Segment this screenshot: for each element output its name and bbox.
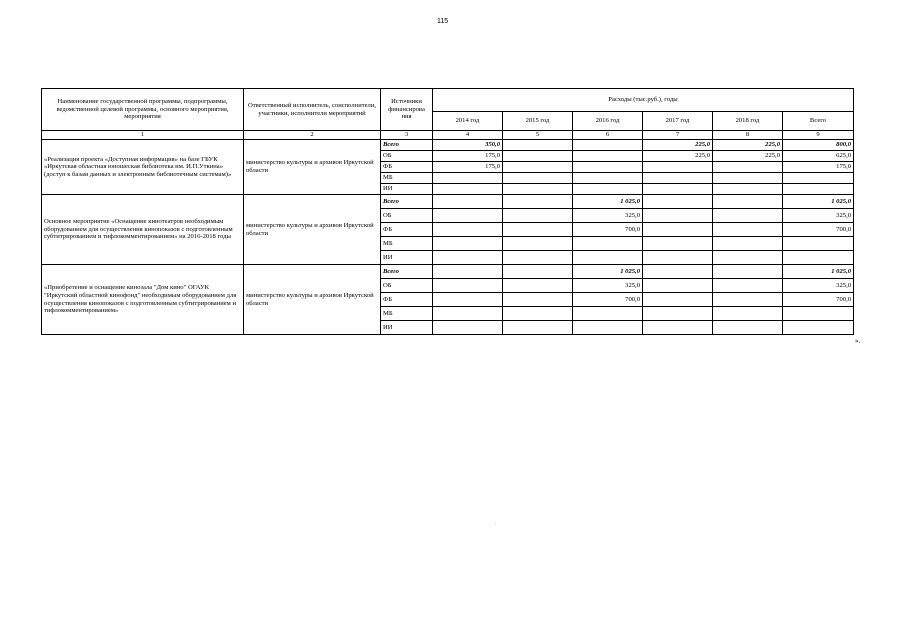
- value-cell: [433, 321, 503, 335]
- column-number: 4: [433, 131, 503, 140]
- header-responsible: Ответственный исполнитель, соисполнители, участники, исполнители мероприятий: [244, 89, 381, 131]
- value-cell: [433, 173, 503, 184]
- value-cell: [433, 307, 503, 321]
- value-cell: [573, 321, 643, 335]
- value-cell: [503, 307, 573, 321]
- source-label: ИИ: [381, 184, 433, 195]
- value-cell: [573, 162, 643, 173]
- value-cell: [573, 251, 643, 265]
- value-cell: [433, 195, 503, 209]
- value-cell: [573, 151, 643, 162]
- column-number: 7: [643, 131, 713, 140]
- column-number: 3: [381, 131, 433, 140]
- value-cell: [643, 195, 713, 209]
- value-cell: [713, 251, 783, 265]
- value-cell: [503, 265, 573, 279]
- value-cell: [573, 140, 643, 151]
- value-cell: 325,0: [573, 209, 643, 223]
- header-year: 2015 год: [503, 112, 573, 131]
- value-cell: [713, 209, 783, 223]
- program-name: Основное мероприятие «Оснащение кинотеатров необходимым оборудованием для осуществления кинопоказов с подготовленным субтитрированием и тифлокомментированием» на 2016-2018 годы: [42, 195, 244, 265]
- table-row: [42, 195, 854, 209]
- source-label: ФБ: [381, 223, 433, 237]
- column-number: 9: [783, 131, 854, 140]
- value-cell: [503, 293, 573, 307]
- source-label: ФБ: [381, 162, 433, 173]
- value-cell: 350,0: [433, 140, 503, 151]
- value-cell: [713, 223, 783, 237]
- value-cell: [643, 321, 713, 335]
- value-cell: [433, 251, 503, 265]
- column-number: 1: [42, 131, 244, 140]
- value-cell: [503, 209, 573, 223]
- value-cell: [433, 279, 503, 293]
- header-total: Всего: [783, 112, 854, 131]
- source-label: ФБ: [381, 293, 433, 307]
- value-cell: [643, 184, 713, 195]
- value-cell: 1 025,0: [573, 195, 643, 209]
- value-cell: [503, 151, 573, 162]
- header-year: 2017 год: [643, 112, 713, 131]
- value-cell: [503, 140, 573, 151]
- column-numbering-row: [42, 131, 854, 140]
- column-number: 6: [573, 131, 643, 140]
- header-year: 2016 год: [573, 112, 643, 131]
- value-cell: [713, 195, 783, 209]
- value-cell: [503, 223, 573, 237]
- source-label: МБ: [381, 307, 433, 321]
- value-cell: [433, 209, 503, 223]
- value-cell: [503, 195, 573, 209]
- header-expenses: Расходы (тыс.руб.), годы: [433, 89, 854, 112]
- program-name: «Реализация проекта «Доступная информация» на базе ГБУК «Иркутская областная юношеская библиотека им. И.П.Уткина» (доступ к базам данных и электронным библиотечным системам)»: [42, 140, 244, 195]
- value-cell: [643, 307, 713, 321]
- value-cell: [713, 162, 783, 173]
- value-cell: [783, 321, 854, 335]
- value-cell: [573, 173, 643, 184]
- source-label: МБ: [381, 237, 433, 251]
- value-cell: 800,0: [783, 140, 854, 151]
- value-cell: [503, 237, 573, 251]
- value-cell: [713, 184, 783, 195]
- page-number: 115: [437, 18, 449, 25]
- value-cell: 1 025,0: [573, 265, 643, 279]
- table-row: [42, 265, 854, 279]
- value-cell: [783, 237, 854, 251]
- value-cell: [713, 279, 783, 293]
- value-cell: [433, 184, 503, 195]
- value-cell: [783, 307, 854, 321]
- value-cell: [713, 173, 783, 184]
- value-cell: [783, 184, 854, 195]
- column-number: 5: [503, 131, 573, 140]
- source-label: ОБ: [381, 279, 433, 293]
- value-cell: [713, 293, 783, 307]
- value-cell: 700,0: [783, 293, 854, 307]
- header-year: 2014 год: [433, 112, 503, 131]
- value-cell: [713, 237, 783, 251]
- value-cell: 325,0: [783, 209, 854, 223]
- source-label: Всего: [381, 195, 433, 209]
- source-label: Всего: [381, 140, 433, 151]
- value-cell: [503, 173, 573, 184]
- source-label: ОБ: [381, 209, 433, 223]
- value-cell: [573, 307, 643, 321]
- value-cell: 325,0: [783, 279, 854, 293]
- value-cell: 700,0: [783, 223, 854, 237]
- value-cell: [713, 307, 783, 321]
- scan-dot: .: [495, 521, 497, 526]
- value-cell: [433, 293, 503, 307]
- value-cell: [503, 321, 573, 335]
- value-cell: 175,0: [433, 151, 503, 162]
- value-cell: [783, 251, 854, 265]
- value-cell: [573, 184, 643, 195]
- value-cell: [713, 265, 783, 279]
- value-cell: [643, 173, 713, 184]
- column-number: 8: [713, 131, 783, 140]
- source-label: МБ: [381, 173, 433, 184]
- source-label: ИИ: [381, 321, 433, 335]
- value-cell: [643, 251, 713, 265]
- value-cell: 225,0: [643, 140, 713, 151]
- value-cell: [433, 237, 503, 251]
- value-cell: 700,0: [573, 223, 643, 237]
- responsible-executor: министерство культуры и архивов Иркутской области: [244, 195, 381, 265]
- value-cell: [503, 162, 573, 173]
- value-cell: [643, 293, 713, 307]
- value-cell: 325,0: [573, 279, 643, 293]
- value-cell: 625,0: [783, 151, 854, 162]
- value-cell: 175,0: [433, 162, 503, 173]
- value-cell: 225,0: [713, 151, 783, 162]
- value-cell: [503, 184, 573, 195]
- responsible-executor: министерство культуры и архивов Иркутской области: [244, 265, 381, 335]
- value-cell: 700,0: [573, 293, 643, 307]
- value-cell: [503, 251, 573, 265]
- header-name: Наименование государственной программы, подпрограммы, ведомственной целевой программы, основного мероприятия, мероприятия: [42, 89, 244, 131]
- header-source: Источники финансирова ния: [381, 89, 433, 131]
- source-label: ИИ: [381, 251, 433, 265]
- value-cell: [783, 173, 854, 184]
- value-cell: [643, 209, 713, 223]
- value-cell: 225,0: [643, 151, 713, 162]
- closing-quote-mark: ».: [855, 337, 861, 345]
- value-cell: [643, 237, 713, 251]
- value-cell: [643, 162, 713, 173]
- value-cell: 1 025,0: [783, 265, 854, 279]
- source-label: ОБ: [381, 151, 433, 162]
- header-year: 2018 год: [713, 112, 783, 131]
- value-cell: [433, 223, 503, 237]
- value-cell: 225,0: [713, 140, 783, 151]
- value-cell: [433, 265, 503, 279]
- responsible-executor: министерство культуры и архивов Иркутской области: [244, 140, 381, 195]
- value-cell: [573, 237, 643, 251]
- value-cell: 1 025,0: [783, 195, 854, 209]
- source-label: Всего: [381, 265, 433, 279]
- value-cell: [643, 265, 713, 279]
- budget-table: [41, 88, 854, 335]
- value-cell: [643, 279, 713, 293]
- value-cell: 175,0: [783, 162, 854, 173]
- program-name: «Приобретение и оснащение кинозала "Дом кино" ОГАУК "Иркутский областной кинофонд" необходимым оборудованием для осуществления кинопоказов с подготовленным субтитрированием и тифлокомментированием»: [42, 265, 244, 335]
- column-number: 2: [244, 131, 381, 140]
- table-row: [42, 140, 854, 151]
- value-cell: [713, 321, 783, 335]
- value-cell: [503, 279, 573, 293]
- value-cell: [643, 223, 713, 237]
